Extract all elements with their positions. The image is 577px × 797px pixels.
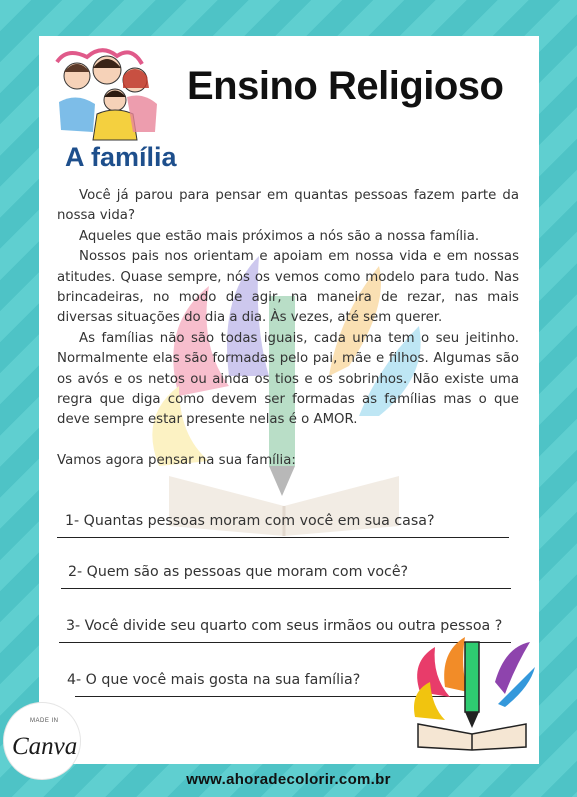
page-title: Ensino Religioso <box>187 64 504 108</box>
paragraph-3: Nossos pais nos orientam e apoiam em nossa vida e em nossas atitudes. Quase sempre, nós os vemos como modelo para tudo. Nas brincadeiras, no modo de agir, na maneira de rezar, nas mais diversas situações do dia a dia. Às vezes, até sem querer. <box>57 249 519 326</box>
question-4-text: 4- O que você mais gosta na sua família? <box>67 672 361 688</box>
answer-line-4[interactable] <box>75 688 465 697</box>
canva-logo: Canva <box>12 733 78 760</box>
canva-badge <box>4 703 80 779</box>
colored-pencils-book-icon <box>410 632 535 752</box>
paragraph-2: Aqueles que estão mais próximos a nós são a nossa família. <box>79 228 480 244</box>
paragraph-1: Você já parou para pensar em quantas pessoas fazem parte da nossa vida? <box>57 188 519 224</box>
question-1 <box>39 513 539 538</box>
section-subtitle: A família <box>65 142 177 172</box>
reading-text <box>57 186 519 471</box>
question-2-text: 2- Quem são as pessoas que moram com você? <box>68 564 409 580</box>
website-footer: www.ahoradecolorir.com.br <box>186 771 391 788</box>
question-2 <box>39 564 539 589</box>
answer-line-1[interactable] <box>57 529 509 538</box>
answer-line-2[interactable] <box>61 580 511 589</box>
made-in-label: MADE IN <box>30 718 59 724</box>
question-3-text: 3- Você divide seu quarto com seus irmãos ou outra pessoa ? <box>66 618 503 634</box>
family-illustration <box>47 42 165 142</box>
question-1-text: 1- Quantas pessoas moram com você em sua casa? <box>65 513 435 529</box>
activity-prompt: Vamos agora pensar na sua família: <box>57 452 296 468</box>
paragraph-4: As famílias não são todas iguais, cada uma tem o seu jeitinho. Normalmente elas são formadas pelo pai, mãe e filhos. Algumas são os avós e os netos ou ainda os tios e os sobrinhos. Não existe uma regra que diga como devem ser formadas as famílias mas o que deve sempre estar presente nelas é o AMOR. <box>57 330 519 428</box>
